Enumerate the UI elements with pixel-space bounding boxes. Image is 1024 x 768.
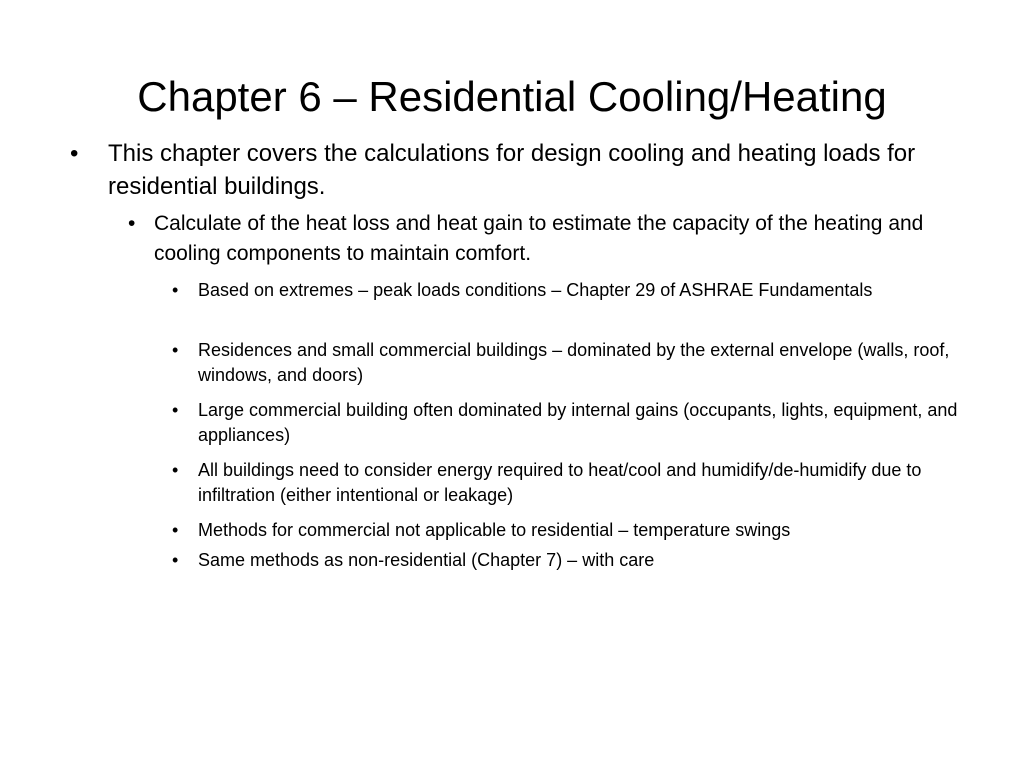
bullet-text: Based on extremes – peak loads conditions – Chapter 29 of ASHRAE Fundamentals	[198, 280, 873, 300]
bullet-icon: •	[172, 460, 179, 480]
bullet-icon: •	[70, 140, 79, 167]
bullet-text: Same methods as non-residential (Chapter 7) – with care	[198, 550, 655, 570]
bullet-text: Large commercial building often dominated by internal gains (occupants, lights, equipment, and appliances)	[198, 400, 958, 445]
bullet-text: Calculate of the heat loss and heat gain to estimate the capacity of the heating and cooling components to maintain comfort.	[154, 212, 924, 265]
bullet-text: Methods for commercial not applicable to residential – temperature swings	[198, 520, 791, 540]
bullet-level3-item	[172, 278, 972, 303]
bullet-icon: •	[172, 550, 179, 570]
bullet-level3-item	[172, 548, 972, 573]
bullet-icon: •	[172, 520, 179, 540]
bullet-text: Residences and small commercial buildings – dominated by the external envelope (walls, roof, windows, and doors)	[198, 340, 950, 385]
bullet-level3-item	[172, 518, 972, 543]
bullet-icon: •	[172, 400, 179, 420]
bullet-text: All buildings need to consider energy required to heat/cool and humidify/de-humidify due to infiltration (either intentional or leakage)	[198, 460, 922, 505]
slide-title: Chapter 6 – Residential Cooling/Heating	[137, 73, 887, 120]
bullet-text: This chapter covers the calculations for design cooling and heating loads for residential buildings.	[108, 140, 916, 200]
bullet-icon: •	[128, 212, 136, 235]
bullet-level2-item	[128, 209, 968, 269]
bullet-icon: •	[172, 340, 179, 360]
bullet-level1-item	[70, 137, 970, 203]
bullet-icon: •	[172, 280, 179, 300]
bullet-level3-item	[172, 458, 972, 508]
bullet-level3-item	[172, 338, 972, 388]
bullet-level3-item	[172, 398, 972, 448]
